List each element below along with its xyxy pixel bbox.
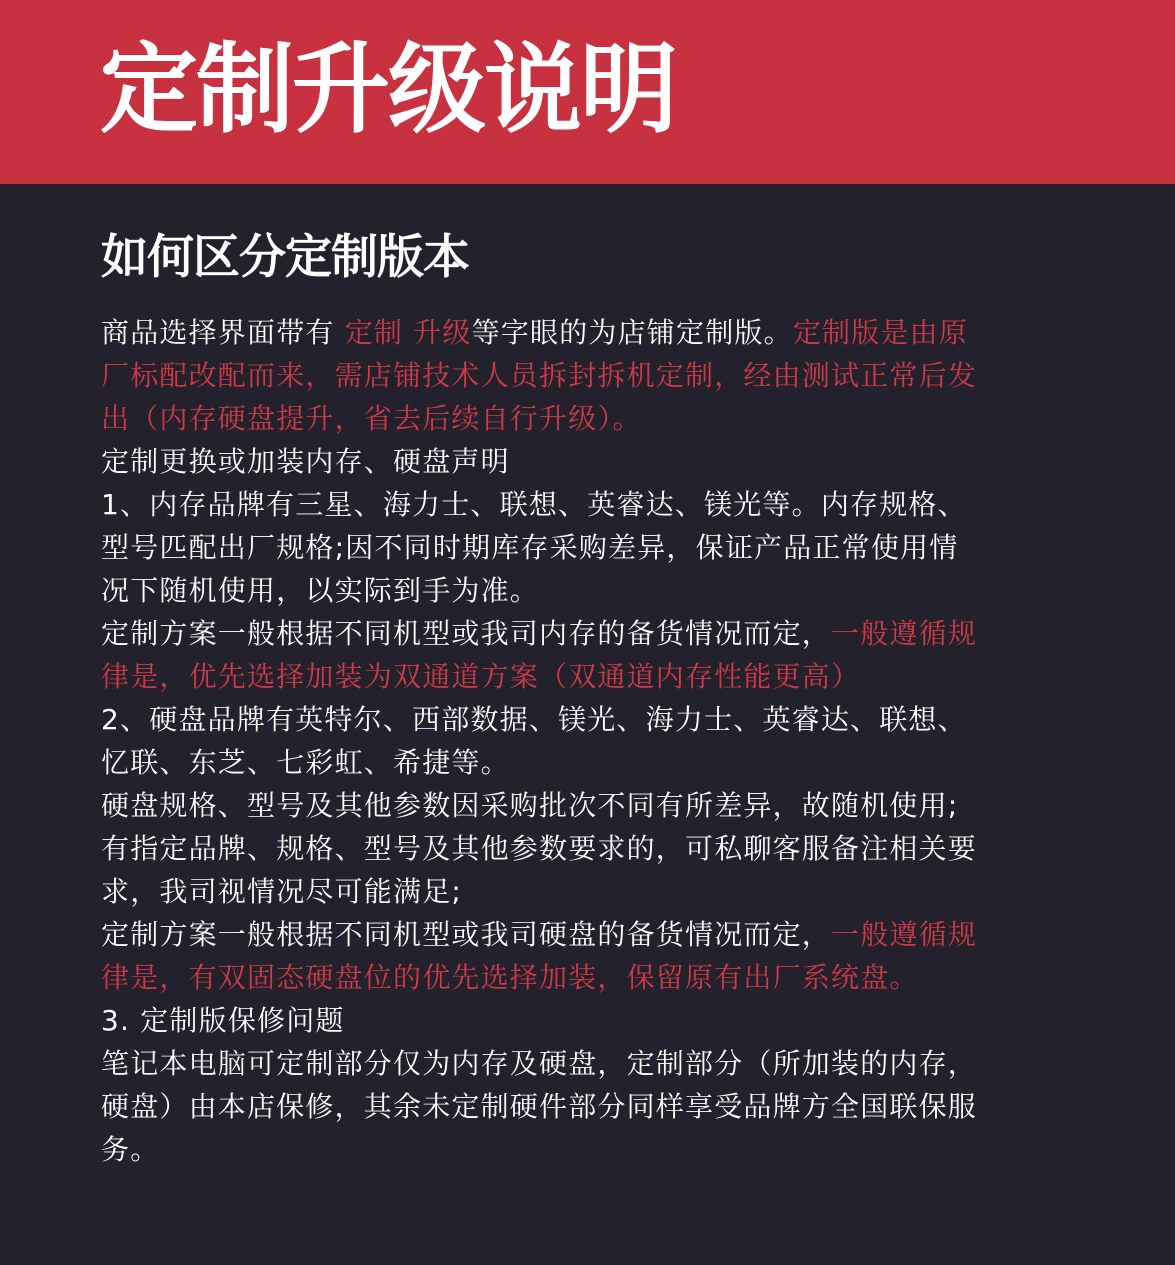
body-text: 有指定品牌、规格、型号及其他参数要求的，可私聊客服备注相关要 [101, 832, 978, 865]
body-text: 忆联、东芝、七彩虹、希捷等。 [101, 746, 510, 779]
highlight-text: 厂标配改配而来，需店铺技术人员拆封拆机定制，经由测试正常后发 [101, 359, 978, 392]
text-line [101, 311, 1091, 354]
body-text: 1、内存品牌有三星、海力士、联想、英睿达、镁光等。内存规格、 [101, 488, 967, 521]
text-line [101, 956, 1091, 999]
text-line [101, 483, 1091, 526]
text-line [101, 913, 1091, 956]
body-text: 务。 [101, 1133, 160, 1166]
text-line [101, 870, 1091, 913]
highlight-text: 一般遵循规 [831, 918, 978, 951]
body-text: 硬盘）由本店保修，其余未定制硬件部分同样享受品牌方全国联保服 [101, 1090, 978, 1123]
text-line [101, 655, 1091, 698]
body-text: 2、硬盘品牌有英特尔、西部数据、镁光、海力士、英睿达、联想、 [101, 703, 967, 736]
highlight-text: 律是，有双固态硬盘位的优先选择加装，保留原有出厂系统盘。 [101, 961, 919, 994]
text-line [101, 741, 1091, 784]
body-text: 定制方案一般根据不同机型或我司硬盘的备货情况而定， [101, 918, 832, 951]
description-body [101, 311, 1091, 1171]
body-text: 况下随机使用，以实际到手为准。 [101, 574, 540, 607]
highlight-text: 律是，优先选择加装为双通道方案（双通道内存性能更高） [101, 660, 861, 693]
text-line [101, 1042, 1091, 1085]
text-line [101, 569, 1091, 612]
body-text: 定制更换或加装内存、硬盘声明 [101, 445, 510, 478]
body-text: 硬盘规格、型号及其他参数因采购批次不同有所差异，故随机使用; [101, 789, 959, 822]
text-line [101, 397, 1091, 440]
text-line [101, 612, 1091, 655]
body-text: 笔记本电脑可定制部分仅为内存及硬盘，定制部分（所加装的内存， [101, 1047, 978, 1080]
text-line [101, 784, 1091, 827]
body-text: 3. 定制版保修问题 [101, 1004, 345, 1037]
text-line [101, 1128, 1091, 1171]
highlight-text: 出（内存硬盘提升，省去后续自行升级）。 [101, 402, 642, 435]
highlight-text: 定制 升级 [344, 316, 472, 349]
section-heading: 如何区分定制版本 [101, 230, 469, 285]
body-text: 等字眼的为店铺定制版。 [471, 316, 793, 349]
body-text: 商品选择界面带有 [101, 316, 345, 349]
title-banner [0, 0, 1175, 184]
text-line [101, 698, 1091, 741]
page-title: 定制升级说明 [100, 33, 677, 147]
text-line [101, 1085, 1091, 1128]
text-line [101, 440, 1091, 483]
text-line [101, 999, 1091, 1042]
body-text: 求，我司视情况尽可能满足; [101, 875, 463, 908]
text-line [101, 526, 1091, 569]
text-line [101, 354, 1091, 397]
highlight-text: 一般遵循规 [831, 617, 978, 650]
highlight-text: 定制版是由原 [792, 316, 969, 349]
body-text: 型号匹配出厂规格;因不同时期库存采购差异，保证产品正常使用情 [101, 531, 959, 564]
text-line [101, 827, 1091, 870]
body-text: 定制方案一般根据不同机型或我司内存的备货情况而定， [101, 617, 832, 650]
